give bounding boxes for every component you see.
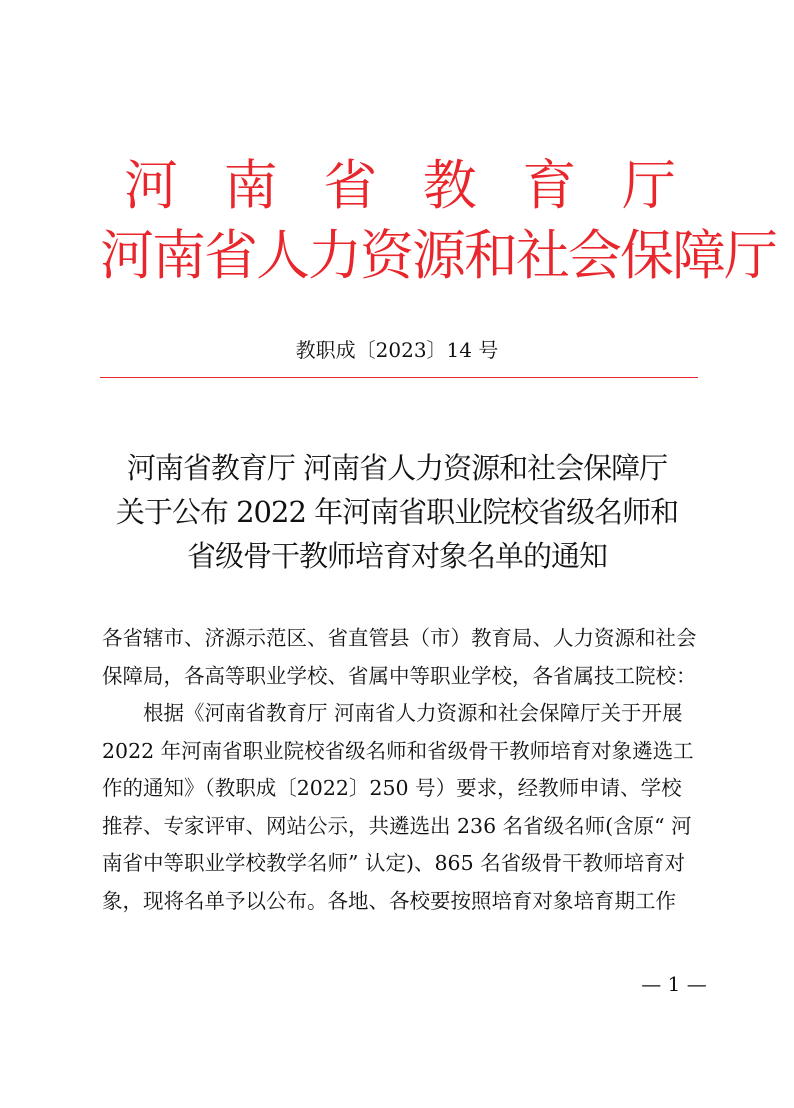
letterhead-char: 厅 (621, 154, 676, 217)
page-number: — 1 — (641, 972, 707, 996)
letterhead-char: 河 (124, 154, 178, 217)
body-line: 推荐、专家评审、网站公示，共遴选出 236 名省级名师(含原“ 河 (102, 813, 692, 838)
red-divider (100, 377, 698, 378)
document-body (102, 620, 702, 920)
body-line: 根据《河南省教育厅 河南省人力资源和社会保障厅关于开展 (143, 701, 683, 725)
document-title (80, 446, 714, 578)
body-line: 象，现将名单予以公布。各地、各校要按照培育对象培育期工作 (102, 888, 676, 913)
letterhead-agency-2: 河南省人力资源和社会保障厅 (100, 224, 776, 287)
body-line: 2022 年河南省职业院校省级名师和省级骨干教师培育对象遴选工 (102, 738, 694, 763)
title-line: 省级骨干教师培育对象名单的通知 (186, 539, 607, 573)
body-line: 作的通知》（教职成〔2022〕250 号）要求，经教师申请、学校 (102, 776, 682, 800)
addressee-line: 保障局，各高等职业学校、省属中等职业学校，各省属技工院校： (102, 663, 697, 688)
document-number: 教职成〔2023〕14 号 (295, 338, 499, 362)
letterhead-agency-1 (100, 156, 700, 216)
letterhead-char: 南 (223, 154, 278, 217)
letterhead-char: 教 (422, 154, 477, 217)
body-line: 南省中等职业学校教学名师” 认定)、865 名省级骨干教师培育对 (102, 851, 686, 875)
title-line: 河南省教育厅 河南省人力资源和社会保障厅 (126, 451, 668, 485)
addressee-line: 各省辖市、济源示范区、省直管县（市）教育局、人力资源和社会 (102, 626, 697, 650)
title-line: 关于公布 2022 年河南省职业院校省级名师和 (115, 495, 679, 529)
letterhead-char: 育 (522, 154, 577, 217)
letterhead-char: 省 (323, 154, 378, 217)
